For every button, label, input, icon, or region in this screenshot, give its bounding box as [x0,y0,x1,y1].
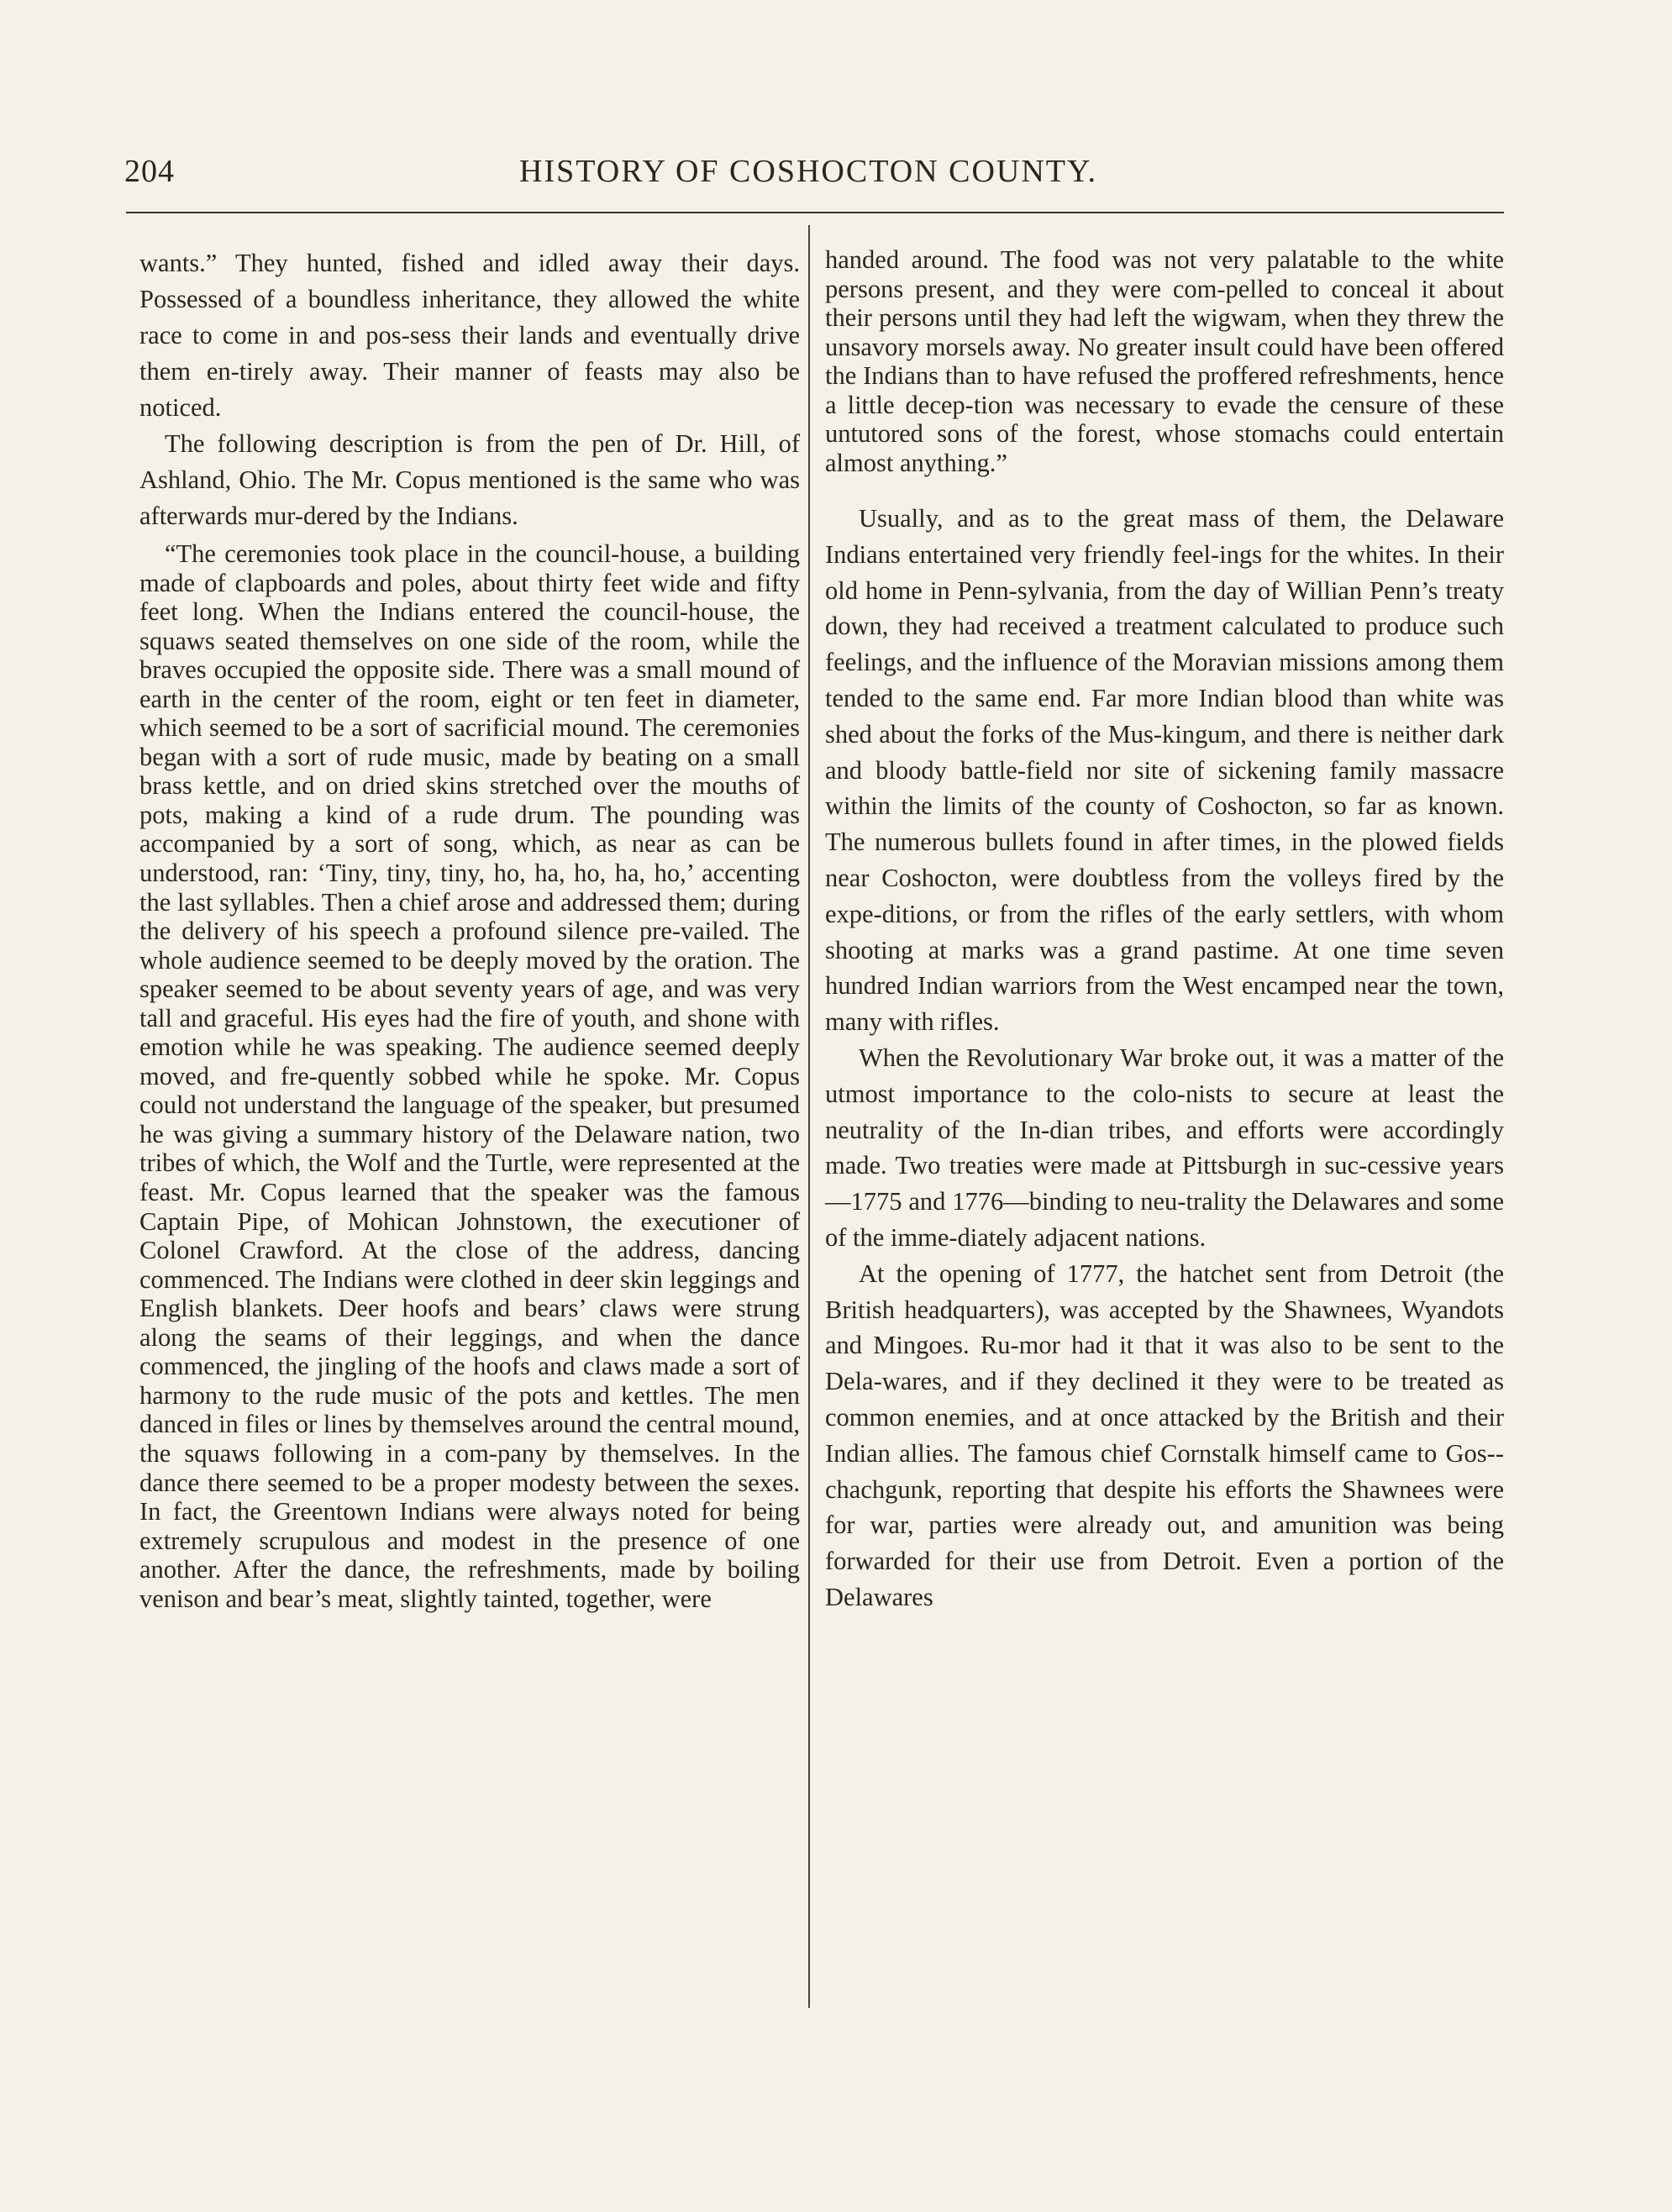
quoted-paragraph-continued: handed around. The food was not very palatable to the white persons present, and they were com-pelled to conceal it about their persons until they had left the wigwam, when they threw the unsavory morsels away. No greater insult could have been offered the Indians than to have refused the proffered refreshments, hence a little decep-tion was necessary to evade the censure of these untutored sons of the forest, whose stomachs could entertain almost anything.” [825,245,1504,477]
left-column [139,245,800,1613]
right-column [825,245,1504,1616]
running-title: HISTORY OF COSHOCTON COUNTY. [519,154,1098,189]
page-header [124,150,1502,200]
paragraph: wants.” They hunted, fished and idled away their days. Possessed of a boundless inheritance, they allowed the white race to come in and pos-sess their lands and eventually drive them en-tirely away. Their manner of feasts may also be noticed. [139,249,800,422]
paragraph: Usually, and as to the great mass of them, the Delaware Indians entertained very friendly feel-ings for the whites. In their old home in Penn-sylvania, from the day of Willian Penn’s treaty down, they had received a treatment calculated to produce such feelings, and the influence of the Moravian missions among them tended to the same end. Far more Indian blood than white was shed about the forks of the Mus-kingum, and there is neither dark and bloody battle-field nor site of sickening family massacre within the limits of the county of Coshocton, so far as known. The numerous bullets found in after times, in the plowed fields near Coshocton, were doubtless from the volleys fired by the expe-ditions, or from the rifles of the early settlers, with whom shooting at marks was a grand pastime. At one time seven hundred Indian warriors from the West encamped near the town, many with rifles. [825,504,1504,1037]
quoted-paragraph: “The ceremonies took place in the council-house, a building made of clapboards and poles, about thirty feet wide and fifty feet long. When the Indians entered the council-house, the squaws seated themselves on one side of the room, while the braves occupied the opposite side. There was a small mound of earth in the center of the room, eight or ten feet in diameter, which seemed to be a sort of sacrificial mound. The ceremonies began with a sort of rude music, made by beating on a small brass kettle, and on dried skins stretched over the mouths of pots, making a kind of a rude drum. The pounding was accompanied by a sort of song, which, as near as can be understood, ran: ‘Tiny, tiny, tiny, ho, ha, ho, ha, ho,’ accenting the last syllables. Then a chief arose and addressed them; during the delivery of his speech a profound silence pre-vailed. The whole audience seemed to be deeply moved by the oration. The speaker seemed to be about seventy years of age, and was very tall and graceful. His eyes had the fire of youth, and shone with emotion while he was speaking. The audience seemed deeply moved, and fre-quently sobbed while he spoke. Mr. Copus could not understand the language of the speaker, but presumed he was giving a summary history of the Delaware nation, two tribes of which, the Wolf and the Turtle, were represented at the feast. Mr. Copus learned that the speaker was the famous Captain Pipe, of Mohican Johnstown, the executioner of Colonel Crawford. At the close of the address, dancing commenced. The Indians were clothed in deer skin leggings and English blankets. Deer hoofs and bears’ claws were strung along the seams of their leggings, and when the dance commenced, the jingling of the hoofs and claws made a sort of harmony to the rude music of the pots and kettles. The men danced in files or lines by themselves around the central mound, the squaws following in a com-pany by themselves. In the dance there seemed to be a proper modesty between the sexes. In fact, the Greentown Indians were always noted for being extremely scrupulous and modest in the presence of one another. After the dance, the refreshments, made by boiling venison and bear’s meat, slightly tainted, together, were [139,539,800,1613]
page-number: 204 [124,154,175,189]
paragraph: At the opening of 1777, the hatchet sent from Detroit (the British headquarters), was accepted by the Shawnees, Wyandots and Mingoes. Ru-mor had it that it was also to be sent to the Dela-wares, and if they declined it they were to be treated as common enemies, and at once attacked by the British and their Indian allies. The famous chief Cornstalk himself came to Gos-chachgunk, reporting that despite his efforts the Shawnees were for war, parties were already out, and amunition was being forwarded for their use from Detroit. Even a portion of the Delawares [825,1258,1504,1611]
column-divider [808,225,810,2008]
paragraph: The following description is from the pen of Dr. Hill, of Ashland, Ohio. The Mr. Copus mentioned is the same who was afterwards mur-dered by the Indians. [139,429,800,530]
header-rule [126,212,1504,213]
paragraph: When the Revolutionary War broke out, it was a matter of the utmost importance to the colo-nists to secure at least the neutrality of the In-dian tribes, and efforts were accordingly made. Two treaties were made at Pittsburgh in suc-cessive years—1775 and 1776—binding to neu-trality the Delawares and some of the imme-diately adjacent nations. [825,1043,1504,1252]
